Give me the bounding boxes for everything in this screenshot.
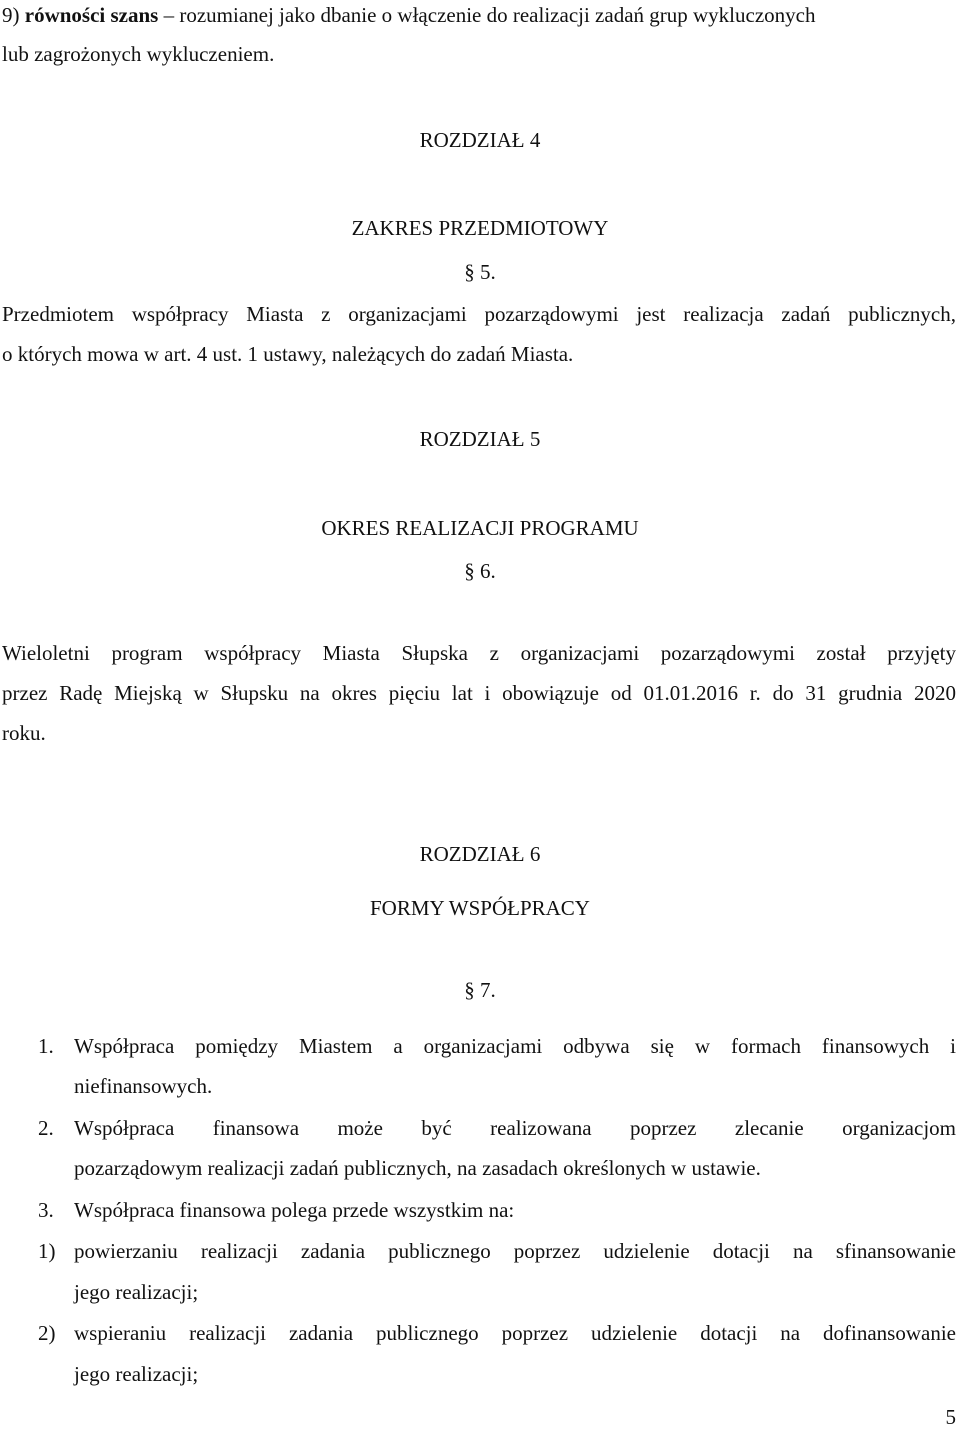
chapter-5-section: § 6.	[464, 559, 496, 583]
chapter-4-heading: ROZDZIAŁ 4	[419, 128, 541, 152]
subpoint-1-number: 1)	[38, 1239, 56, 1263]
subpoint-2-text1: wspieraniu realizacji zadania publicznego poprzez udzielenie dotacji na dofinansowanie	[74, 1321, 956, 1345]
subpoint-2-line2: jego realizacji;	[74, 1362, 199, 1386]
subpoint-2-number: 2)	[38, 1321, 56, 1345]
point-3-number: 3.	[38, 1198, 54, 1222]
point-1-number: 1.	[38, 1034, 54, 1058]
point-2-line2: pozarządowym realizacji zadań publicznych, na zasadach określonych w ustawie.	[74, 1156, 761, 1180]
point-3-line1: Współpraca finansowa polega przede wszystkim na:	[74, 1198, 515, 1222]
item-9-term: równości szans	[24, 3, 159, 27]
subpoint-1-line2: jego realizacji;	[74, 1280, 199, 1304]
subpoint-1-line1	[74, 1241, 956, 1262]
subpoint-2-line1	[74, 1323, 956, 1344]
point-1-line1	[74, 1036, 956, 1057]
page-number: 5	[945, 1405, 956, 1429]
chapter-5-para-line3: roku.	[2, 721, 46, 745]
point-2-text1: Współpraca finansowa może być realizowana poprzez zlecanie organizacjom	[74, 1116, 956, 1140]
item-9-text: –	[163, 3, 175, 27]
chapter-6-section: § 7.	[464, 978, 496, 1002]
chapter-4-section: § 5.	[464, 260, 496, 284]
chapter-5-heading: ROZDZIAŁ 5	[419, 427, 541, 451]
chapter-5-para-line2	[2, 683, 956, 704]
point-2-number: 2.	[38, 1116, 54, 1140]
chapter-4-para-text1: Przedmiotem współpracy Miasta z organizacjami pozarządowymi jest realizacja zadań publicznych,	[2, 302, 956, 326]
item-9-number: 9)	[2, 3, 20, 27]
chapter-5-para-text2: przez Radę Miejską w Słupsku na okres pięciu lat i obowiązuje od 01.01.2016 r. do 31 grudnia 2020	[2, 681, 956, 705]
subpoint-1-text1: powierzaniu realizacji zadania publicznego poprzez udzielenie dotacji na sfinansowanie	[74, 1239, 956, 1263]
point-1-text1: Współpraca pomiędzy Miastem a organizacjami odbywa się w formach finansowych i	[74, 1034, 956, 1058]
item-9-line1	[2, 5, 815, 26]
chapter-5-para-line1	[2, 643, 956, 664]
point-1-line2: niefinansowych.	[74, 1074, 213, 1098]
chapter-6-heading: ROZDZIAŁ 6	[419, 842, 541, 866]
chapter-5-title: OKRES REALIZACJI PROGRAMU	[321, 516, 639, 540]
point-2-line1	[74, 1118, 956, 1139]
chapter-5-para-text1: Wieloletni program współpracy Miasta Słupska z organizacjami pozarządowymi został przyjęty	[2, 641, 956, 665]
chapter-4-para-line1	[2, 304, 956, 325]
item-9-text-line1: rozumianej jako dbanie o włączenie do realizacji zadań grup wykluczonych	[179, 3, 816, 27]
chapter-4-para-line2: o których mowa w art. 4 ust. 1 ustawy, należących do zadań Miasta.	[2, 342, 574, 366]
chapter-4-title: ZAKRES PRZEDMIOTOWY	[351, 216, 609, 240]
chapter-6-title: FORMY WSPÓŁPRACY	[370, 896, 590, 920]
item-9-line2: lub zagrożonych wykluczeniem.	[2, 42, 275, 66]
